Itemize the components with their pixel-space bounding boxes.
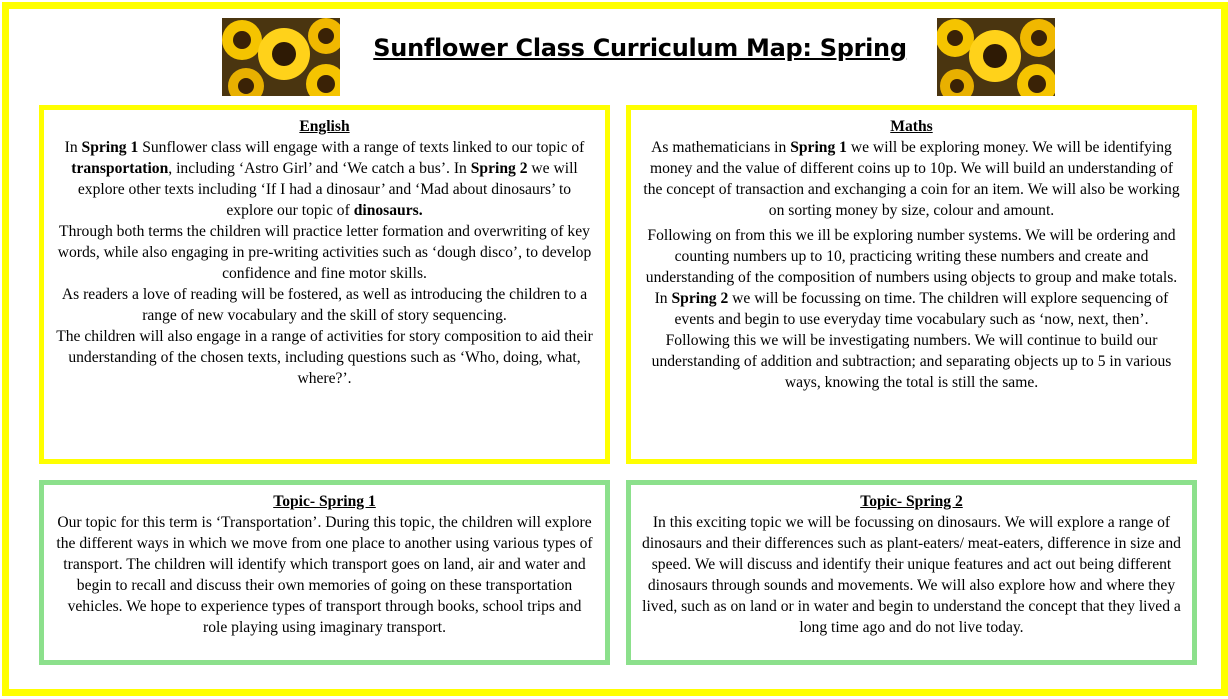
sunflower-image-right xyxy=(937,18,1055,96)
maths-paragraph-3: In Spring 2 we will be focussing on time. The children will explore sequencing of events and begin to use everyday time vocabulary such as ‘now, next, then’. xyxy=(654,290,1169,328)
topic-spring-2-body: In this exciting topic we will be focussing on dinosaurs. We will explore a range of dinosaurs and their differences such as plant-eaters/ meat-eaters, difference in size and speed. We will discuss and identify their unique features and act out being different dinosaurs through sounds and movements. We will also explore how and where they lived, such as on land or in water and begin to understand the concept that they lived a long time ago and do not live today. xyxy=(642,514,1181,636)
english-paragraph-3: As readers a love of reading will be fostered, as well as introducing the children to a range of new vocabulary and the skill of story sequencing. xyxy=(61,286,588,324)
maths-paragraph-4: Following this we will be investigating numbers. We will continue to build our understanding of addition and subtraction; and separating objects up to 5 in various ways, knowing the total is still the same. xyxy=(651,332,1172,391)
topic-spring-1-box xyxy=(39,480,610,665)
english-paragraph-1: In Spring 1 Sunflower class will engage with a range of texts linked to our topic of transportation, including ‘Astro Girl’ and ‘We catch a bus’. In Spring 2 we will explore other texts including ‘If I had a dinosaur’ and ‘Mad about dinosaurs’ to explore our topic of dinosaurs. xyxy=(64,139,585,219)
maths-paragraph-1: As mathematicians in Spring 1 we will be exploring money. We will be identifying money and the value of different coins up to 10p. We will build an understanding of the concept of transaction and exchanging a coin for an item. We will also be working on sorting money by size, colour and amount. xyxy=(643,139,1180,219)
english-paragraph-4: The children will also engage in a range of activities for story composition to aid their understanding of the chosen texts, including questions such as ‘Who, doing, what, where?’. xyxy=(56,328,593,387)
topic-spring-2-box xyxy=(626,480,1197,665)
topic-spring-2-heading: Topic- Spring 2 xyxy=(860,493,963,510)
page-title: Sunflower Class Curriculum Map: Spring xyxy=(373,34,907,62)
english-box xyxy=(39,105,610,464)
maths-heading: Maths xyxy=(890,118,933,135)
english-heading: English xyxy=(299,118,350,135)
topic-spring-1-heading: Topic- Spring 1 xyxy=(273,493,376,510)
sunflower-image-left xyxy=(222,18,340,96)
maths-paragraph-2: Following on from this we ill be exploring number systems. We will be ordering and counting numbers up to 10, practicing writing these numbers and create and understanding of the composition of numbers using objects to group and make totals. xyxy=(645,227,1178,286)
maths-box xyxy=(626,105,1197,464)
topic-spring-1-body: Our topic for this term is ‘Transportation’. During this topic, the children will explore the different ways in which we move from one place to another using various types of transport. The children will identify which transport goes on land, air and water and begin to recall and discuss their own memories of going on these transportation vehicles. We hope to experience types of transport through books, school trips and role playing using imaginary transport. xyxy=(56,514,593,636)
english-paragraph-2: Through both terms the children will practice letter formation and overwriting of key words, while also engaging in pre-writing activities such as ‘dough disco’, to develop confidence and fine motor skills. xyxy=(57,223,592,282)
